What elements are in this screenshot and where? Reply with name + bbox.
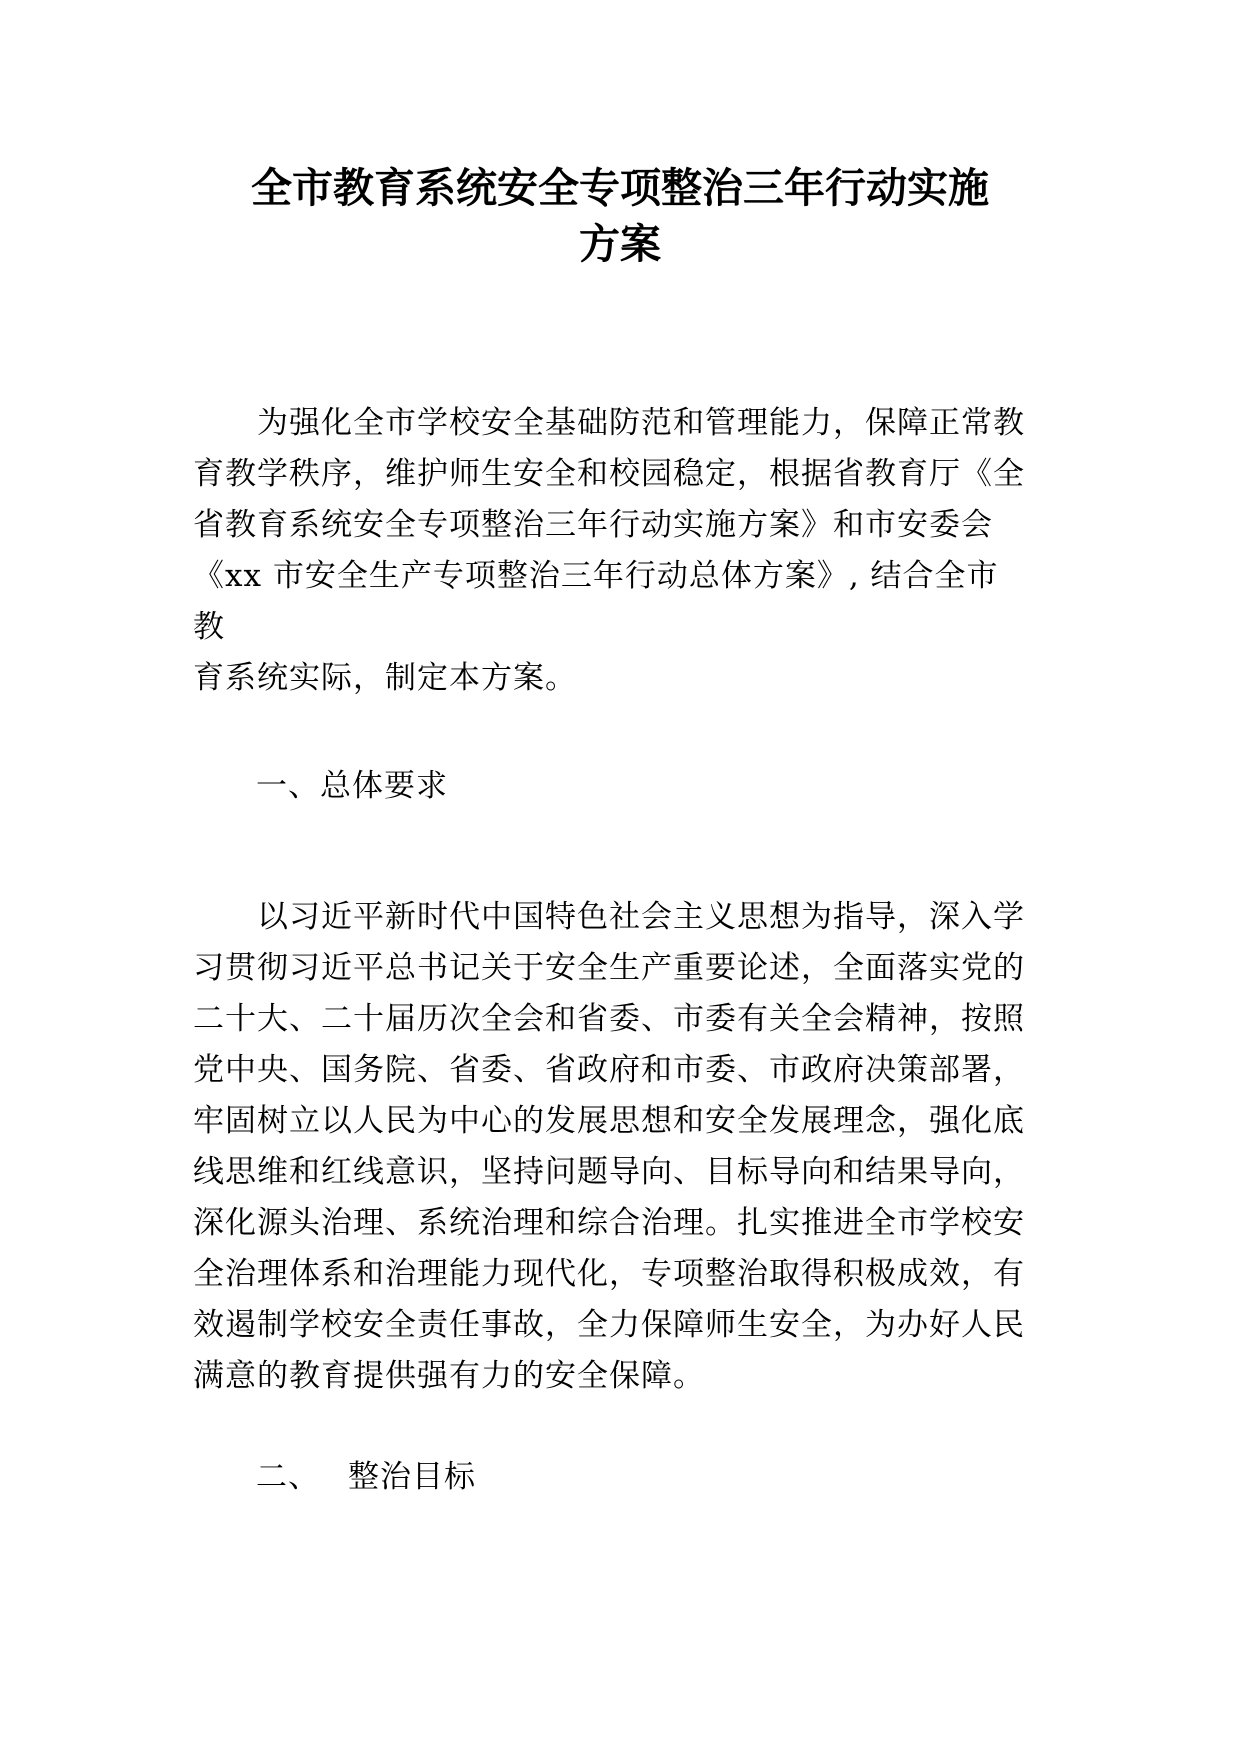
section-number: 二、 bbox=[256, 1459, 320, 1495]
document-title-line-2: 方案 bbox=[579, 220, 661, 268]
paragraph-line: 二十大、二十届历次全会和省委、市委有关全会精神，按照 bbox=[193, 1001, 1025, 1037]
paragraph-line: 牢固树立以人民为中心的发展思想和安全发展理念，强化底 bbox=[193, 1103, 1025, 1139]
paragraph-line: 以习近平新时代中国特色社会主义思想为指导，深入学 bbox=[257, 899, 1025, 935]
paragraph-line: 线思维和红线意识，坚持问题导向、目标导向和结果导向， bbox=[193, 1154, 1025, 1190]
paragraph-line: 教 bbox=[193, 609, 225, 645]
paragraph-line: 习贯彻习近平总书记关于安全生产重要论述，全面落实党的 bbox=[193, 950, 1025, 986]
paragraph-line: 育教学秩序，维护师生安全和校园稳定，根据省教育厅《全 bbox=[193, 456, 1025, 492]
document-title-line-1: 全市教育系统安全专项整治三年行动实施 bbox=[251, 164, 989, 212]
section-heading-rectification-goals bbox=[256, 1452, 476, 1503]
paragraph-line: 效遏制学校安全责任事故，全力保障师生安全，为办好人民 bbox=[193, 1307, 1025, 1343]
paragraph-line: 深化源头治理、系统治理和综合治理。扎实推进全市学校安 bbox=[193, 1205, 1025, 1241]
general-requirements-paragraph bbox=[193, 892, 1053, 1402]
paragraph-line: 《xx 市安全生产专项整治三年行动总体方案》, 结合全市 bbox=[193, 558, 999, 594]
section-heading-general-requirements: 一、总体要求 bbox=[256, 768, 448, 804]
intro-paragraph bbox=[193, 398, 1053, 704]
paragraph-line: 育系统实际，制定本方案。 bbox=[193, 660, 577, 696]
paragraph-line: 党中央、国务院、省委、省政府和市委、市政府决策部署， bbox=[193, 1052, 1025, 1088]
paragraph-line: 全治理体系和治理能力现代化，专项整治取得积极成效，有 bbox=[193, 1256, 1025, 1292]
paragraph-line: 为强化全市学校安全基础防范和管理能力，保障正常教 bbox=[257, 405, 1025, 441]
paragraph-line: 省教育系统安全专项整治三年行动实施方案》和市安委会 bbox=[193, 507, 993, 543]
paragraph-line: 满意的教育提供强有力的安全保障。 bbox=[193, 1358, 705, 1394]
section-label: 整治目标 bbox=[348, 1459, 476, 1495]
